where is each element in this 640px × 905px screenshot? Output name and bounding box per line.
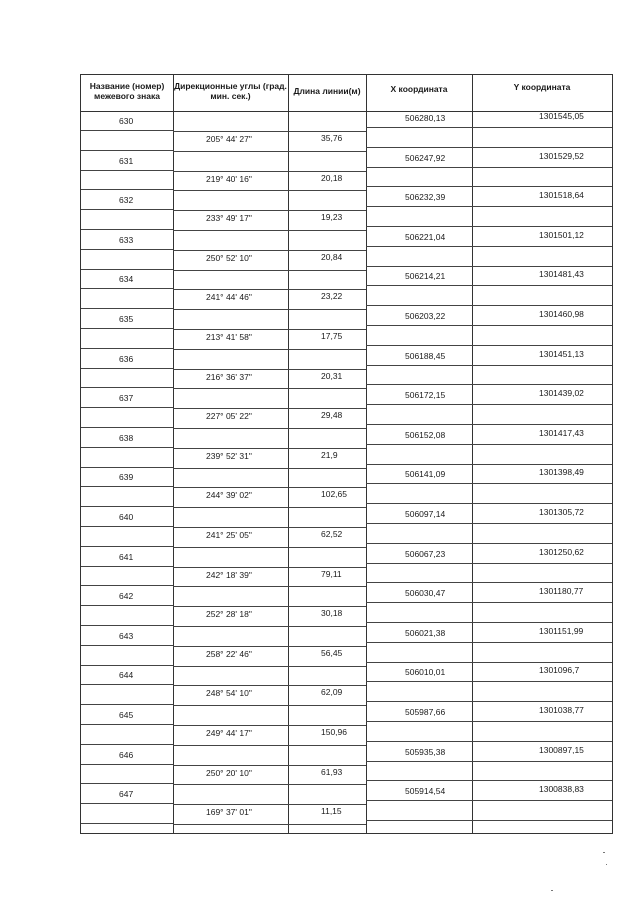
row-divider <box>366 444 612 445</box>
row-divider <box>173 646 366 647</box>
segment-length: 11,15 <box>321 806 342 817</box>
segment-length: 29,48 <box>321 410 343 421</box>
row-divider <box>366 662 612 663</box>
row-divider <box>81 486 173 487</box>
segment-angle: 169° 37' 01" <box>206 807 252 818</box>
row-divider <box>81 368 173 369</box>
segment-angle: 250° 20' 10" <box>206 767 252 778</box>
row-divider <box>366 642 612 643</box>
row-divider <box>173 586 366 587</box>
segment-angle: 244° 39' 02" <box>206 490 252 501</box>
row-divider <box>81 546 173 547</box>
row-divider <box>173 270 366 271</box>
row-divider <box>173 349 366 350</box>
row-divider <box>366 543 612 544</box>
point-y: 1301518,64 <box>539 190 584 201</box>
segment-angle: 252° 28' 18" <box>206 609 252 620</box>
scan-speck <box>551 890 553 891</box>
point-x: 506188,45 <box>405 350 446 361</box>
row-divider <box>173 171 366 172</box>
segment-angle: 239° 52' 31" <box>206 450 252 461</box>
segment-length: 19,23 <box>321 212 343 223</box>
point-x: 506152,08 <box>405 429 446 440</box>
row-divider <box>81 605 173 606</box>
segment-angle: 227° 05' 22" <box>206 411 252 422</box>
row-divider <box>81 803 173 804</box>
segment-angle: 242° 18' 39" <box>206 569 252 580</box>
row-divider <box>173 784 366 785</box>
row-divider <box>173 487 366 488</box>
row-divider <box>366 305 612 306</box>
row-divider <box>173 765 366 766</box>
header-divider <box>173 75 174 111</box>
row-divider <box>81 665 173 666</box>
row-divider <box>81 150 173 151</box>
point-y: 1301180,77 <box>539 586 584 597</box>
point-y: 1301250,62 <box>539 546 584 557</box>
row-divider <box>366 701 612 702</box>
row-divider <box>366 345 612 346</box>
segment-angle: 249° 44' 17" <box>206 728 252 738</box>
row-divider <box>81 625 173 626</box>
point-name: 635 <box>119 314 134 324</box>
row-divider <box>173 547 366 548</box>
row-divider <box>366 741 612 742</box>
point-y: 1301038,77 <box>539 705 584 715</box>
column-divider <box>366 112 367 834</box>
header-angles: Дирекционные углы (град. мин. сек.) <box>174 81 287 101</box>
row-divider <box>366 167 612 168</box>
row-divider <box>81 526 173 527</box>
row-divider <box>173 289 366 290</box>
point-x: 506203,22 <box>405 311 446 321</box>
row-divider <box>173 824 366 825</box>
point-name: 631 <box>119 155 134 166</box>
point-name: 640 <box>119 512 134 522</box>
row-divider <box>81 823 173 824</box>
segment-angle: 233° 49' 17" <box>206 213 252 224</box>
segment-angle: 241° 44' 46" <box>206 292 252 303</box>
row-divider <box>81 269 173 270</box>
row-divider <box>173 131 366 132</box>
point-y: 1301545,05 <box>539 111 584 121</box>
row-divider <box>366 365 612 366</box>
segment-angle: 250° 52' 10" <box>206 252 252 263</box>
point-y: 1300897,15 <box>539 744 584 755</box>
row-divider <box>366 602 612 603</box>
point-y: 1301151,99 <box>539 625 584 636</box>
row-divider <box>366 483 612 484</box>
row-divider <box>81 704 173 705</box>
row-divider <box>81 249 173 250</box>
row-divider <box>173 567 366 568</box>
row-divider <box>366 325 612 326</box>
table-body <box>80 112 613 834</box>
header-name: Название (номер) межевого знака <box>89 81 165 101</box>
segment-length: 56,45 <box>321 647 343 658</box>
row-divider <box>173 190 366 191</box>
segment-length: 35,76 <box>321 133 343 143</box>
row-divider <box>173 666 366 667</box>
row-divider <box>173 329 366 330</box>
row-divider <box>366 404 612 405</box>
header-x: X координата <box>390 84 448 94</box>
row-divider <box>366 226 612 227</box>
point-x: 506010,01 <box>405 667 446 678</box>
header-divider <box>472 75 473 111</box>
row-divider <box>81 764 173 765</box>
segment-length: 21,9 <box>321 449 338 460</box>
header-y: Y координата <box>513 82 571 92</box>
point-name: 637 <box>119 393 134 404</box>
segment-angle: 219° 40' 16" <box>206 173 252 184</box>
row-divider <box>366 127 612 128</box>
segment-length: 62,52 <box>321 529 343 539</box>
header-divider <box>366 75 367 111</box>
point-y: 1301529,52 <box>539 150 584 161</box>
row-divider <box>173 527 366 528</box>
row-divider <box>366 523 612 524</box>
point-y: 1301398,49 <box>539 467 584 478</box>
row-divider <box>366 206 612 207</box>
row-divider <box>366 800 612 801</box>
point-name: 645 <box>119 710 134 720</box>
row-divider <box>366 464 612 465</box>
row-divider <box>81 427 173 428</box>
header-divider <box>288 75 289 111</box>
point-x: 506214,21 <box>405 271 446 282</box>
row-divider <box>366 266 612 267</box>
row-divider <box>173 250 366 251</box>
point-y: 1301439,02 <box>539 388 584 399</box>
point-y: 1301460,98 <box>539 309 584 319</box>
row-divider <box>366 285 612 286</box>
row-divider <box>81 387 173 388</box>
row-divider <box>173 428 366 429</box>
point-name: 647 <box>119 789 134 800</box>
row-divider <box>173 388 366 389</box>
point-name: 641 <box>119 551 134 562</box>
row-divider <box>173 507 366 508</box>
row-divider <box>366 503 612 504</box>
segment-angle: 205° 44' 27" <box>206 134 252 144</box>
scan-speck <box>606 864 607 865</box>
row-divider <box>173 745 366 746</box>
row-divider <box>366 681 612 682</box>
point-name: 644 <box>119 670 134 681</box>
row-divider <box>173 369 366 370</box>
segment-angle: 248° 54' 10" <box>206 688 252 699</box>
table-header <box>80 74 613 112</box>
row-divider <box>81 744 173 745</box>
segment-length: 20,31 <box>321 370 343 381</box>
point-x: 506280,13 <box>405 113 446 123</box>
point-x: 506172,15 <box>405 390 446 401</box>
row-divider <box>173 408 366 409</box>
row-divider <box>81 328 173 329</box>
row-divider <box>81 308 173 309</box>
row-divider <box>81 585 173 586</box>
segment-length: 17,75 <box>321 331 343 341</box>
segment-angle: 241° 25' 05" <box>206 530 252 540</box>
row-divider <box>366 780 612 781</box>
row-divider <box>173 705 366 706</box>
segment-length: 20,84 <box>321 251 343 262</box>
point-y: 1301501,12 <box>539 229 584 240</box>
point-name: 636 <box>119 353 134 364</box>
point-x: 505914,54 <box>405 786 446 797</box>
point-y: 1301096,7 <box>539 665 580 676</box>
scan-speck <box>603 852 605 853</box>
point-y: 1301481,43 <box>539 269 584 280</box>
row-divider <box>173 725 366 726</box>
point-x: 506067,23 <box>405 548 446 559</box>
point-name: 638 <box>119 432 134 443</box>
point-y: 1301451,13 <box>539 348 584 359</box>
column-divider <box>472 112 473 834</box>
row-divider <box>173 468 366 469</box>
segment-length: 30,18 <box>321 608 343 619</box>
point-name: 632 <box>119 195 134 206</box>
point-y: 1301305,72 <box>539 507 584 517</box>
row-divider <box>81 170 173 171</box>
point-x: 505935,38 <box>405 746 446 757</box>
row-divider <box>81 724 173 725</box>
point-x: 506247,92 <box>405 152 446 163</box>
row-divider <box>81 566 173 567</box>
segment-length: 150,96 <box>321 727 347 737</box>
row-divider <box>366 147 612 148</box>
row-divider <box>81 506 173 507</box>
point-x: 506097,14 <box>405 509 446 519</box>
row-divider <box>81 189 173 190</box>
segment-angle: 216° 36' 37" <box>206 371 252 382</box>
row-divider <box>81 130 173 131</box>
row-divider <box>366 563 612 564</box>
segment-length: 102,65 <box>321 489 347 500</box>
boundary-coordinates-table <box>80 74 613 834</box>
row-divider <box>173 230 366 231</box>
row-divider <box>366 424 612 425</box>
point-name: 633 <box>119 234 134 245</box>
segment-angle: 258° 22' 46" <box>206 648 252 659</box>
row-divider <box>173 804 366 805</box>
point-x: 506141,09 <box>405 469 446 480</box>
row-divider <box>173 210 366 211</box>
row-divider <box>366 384 612 385</box>
row-divider <box>81 288 173 289</box>
row-divider <box>81 209 173 210</box>
row-divider <box>173 606 366 607</box>
row-divider <box>366 761 612 762</box>
row-divider <box>366 246 612 247</box>
row-divider <box>81 348 173 349</box>
header-length: Длина линии(м) <box>293 86 361 96</box>
segment-length: 79,11 <box>321 568 342 579</box>
row-divider <box>81 407 173 408</box>
row-divider <box>81 645 173 646</box>
row-divider <box>366 582 612 583</box>
row-divider <box>173 448 366 449</box>
point-name: 643 <box>119 630 134 641</box>
segment-length: 20,18 <box>321 172 343 183</box>
row-divider <box>366 820 612 821</box>
row-divider <box>366 721 612 722</box>
point-name: 634 <box>119 274 134 285</box>
segment-length: 62,09 <box>321 687 343 698</box>
point-x: 506232,39 <box>405 192 446 203</box>
row-divider <box>366 622 612 623</box>
point-y: 1301417,43 <box>539 427 584 438</box>
point-y: 1300838,83 <box>539 784 584 795</box>
row-divider <box>81 467 173 468</box>
segment-length: 23,22 <box>321 291 343 302</box>
segment-length: 61,93 <box>321 766 343 777</box>
segment-angle: 213° 41' 58" <box>206 332 252 342</box>
point-name: 630 <box>119 116 134 126</box>
point-name: 646 <box>119 749 134 760</box>
row-divider <box>366 186 612 187</box>
row-divider <box>81 229 173 230</box>
row-divider <box>81 447 173 448</box>
row-divider <box>173 685 366 686</box>
row-divider <box>81 684 173 685</box>
row-divider <box>81 783 173 784</box>
point-x: 506221,04 <box>405 231 446 242</box>
row-divider <box>173 151 366 152</box>
row-divider <box>173 309 366 310</box>
point-x: 506030,47 <box>405 588 446 599</box>
point-x: 505987,66 <box>405 707 446 717</box>
row-divider <box>173 626 366 627</box>
point-x: 506021,38 <box>405 627 446 638</box>
point-name: 642 <box>119 591 134 602</box>
point-name: 639 <box>119 472 134 483</box>
